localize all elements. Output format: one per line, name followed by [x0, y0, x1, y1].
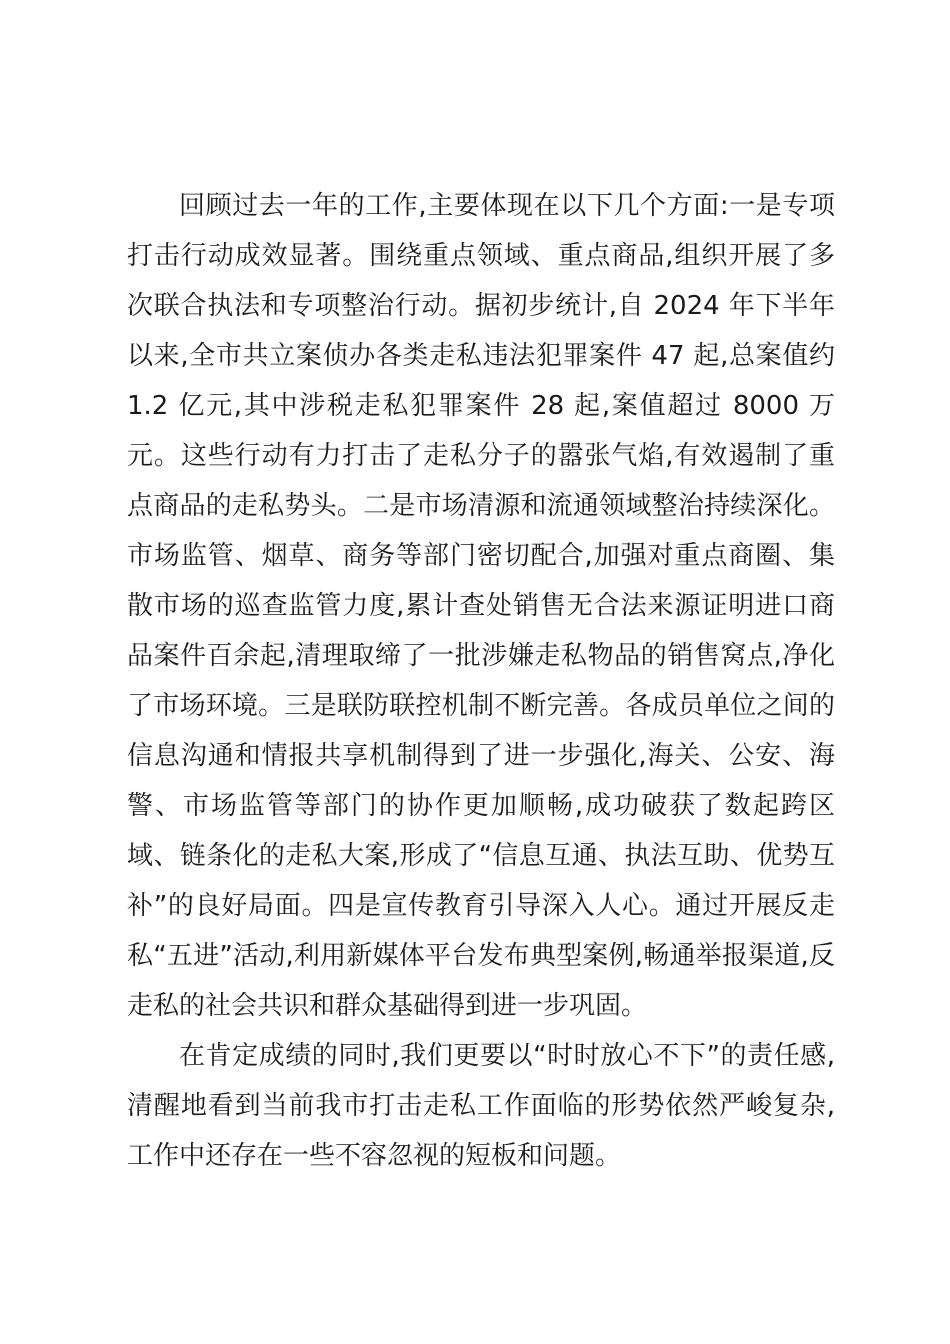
document-body — [127, 181, 835, 1181]
paragraph-work-review: 回顾过去一年的工作,主要体现在以下几个方面:一是专项打击行动成效显著。围绕重点领域、重点商品,组织开展了多次联合执法和专项整治行动。据初步统计,自 2024 年下半年以来,全市共立案侦办各类走私违法犯罪案件 47 起,总案值约 1.2 亿元,其中涉税走私犯罪案件 28 起,案值超过 8000 万元。这些行动有力打击了走私分子的嚣张气焰,有效遏制了重点商品的走私势头。二是市场清源和流通领域整治持续深化。市场监管、烟草、商务等部门密切配合,加强对重点商圈、集散市场的巡查监管力度,累计查处销售无合法来源证明进口商品案件百余起,清理取缔了一批涉嫌走私物品的销售窝点,净化了市场环境。三是联防联控机制不断完善。各成员单位之间的信息沟通和情报共享机制得到了进一步强化,海关、公安、海警、市场监管等部门的协作更加顺畅,成功破获了数起跨区域、链条化的走私大案,形成了“信息互通、执法互助、优势互补”的良好局面。四是宣传教育引导深入人心。通过开展反走私“五进”活动,利用新媒体平台发布典型案例,畅通举报渠道,反走私的社会共识和群众基础得到进一步巩固。 — [127, 191, 835, 1021]
paragraph-problems: 在肯定成绩的同时,我们更要以“时时放心不下”的责任感,清醒地看到当前我市打击走私工作面临的形势依然严峻复杂,工作中还存在一些不容忽视的短板和问题。 — [127, 1041, 835, 1171]
